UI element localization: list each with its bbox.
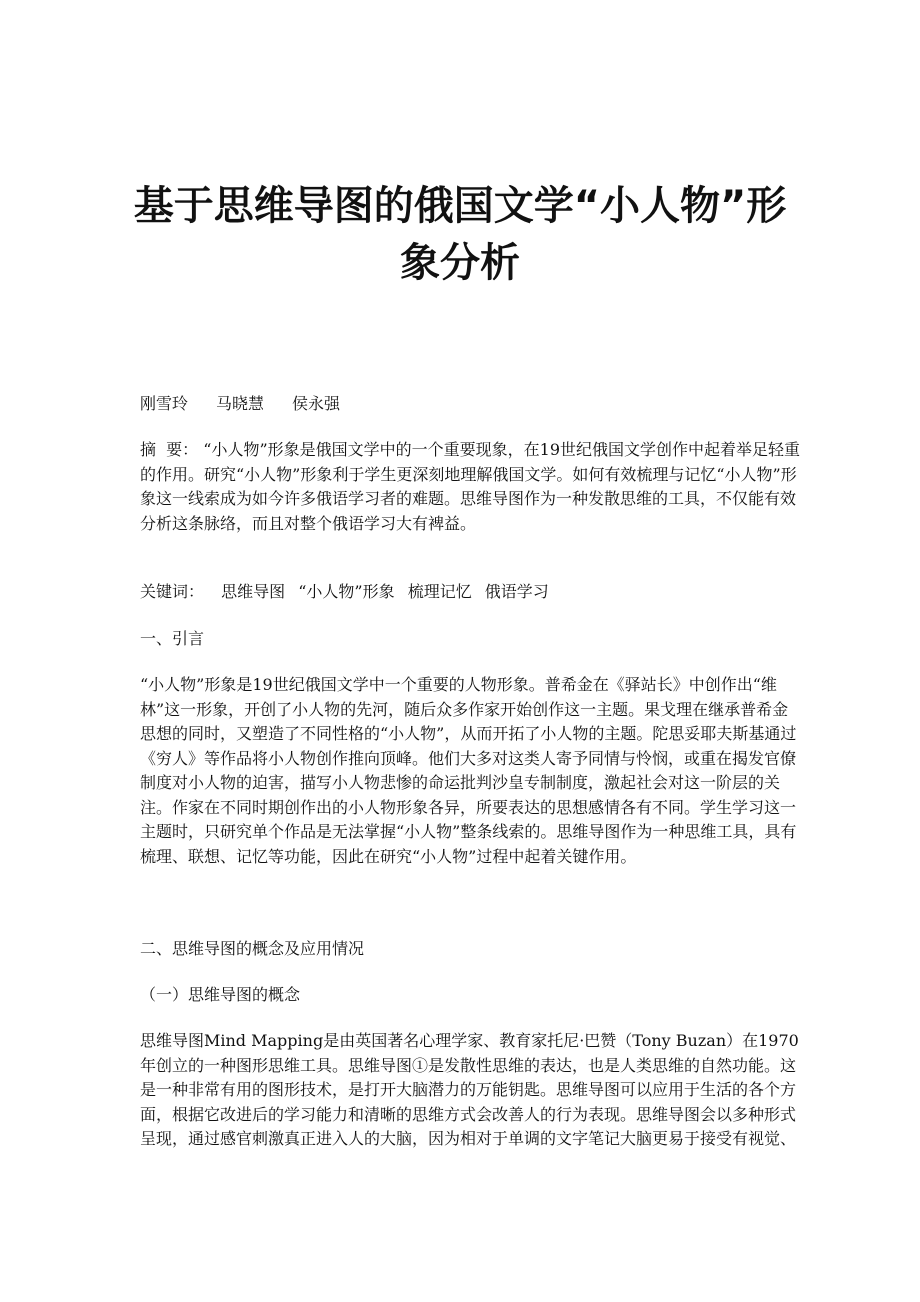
keyword: 梳理记忆 <box>407 582 472 601</box>
section-heading-mind-mapping: 二、思维导图的概念及应用情况 <box>140 939 365 958</box>
abstract-label: 摘 要： <box>140 440 199 459</box>
abstract <box>140 438 800 536</box>
subsection-heading-concept: （一）思维导图的概念 <box>140 985 301 1004</box>
abstract-text: “小人物”形象是俄国文学中的一个重要现象，在19世纪俄国文学创作中起着举足轻重的作用。研究“小人物”形象利于学生更深刻地理解俄国文学。如何有效梳理与记忆“小人物”形象这一线索成为如今许多俄语学习者的难题。思维导图作为一种发散思维的工具，不仅能有效分析这条脉络，而且对整个俄语学习大有裨益。 <box>140 440 801 533</box>
keywords <box>140 580 800 605</box>
keyword: 思维导图 <box>221 582 286 601</box>
section-heading-intro: 一、引言 <box>140 629 205 648</box>
author-name: 刚雪玲 <box>140 394 189 413</box>
concept-paragraph: 思维导图Mind Mapping是由英国著名心理学家、教育家托尼·巴赞（Tony Buzan）在1970年创立的一种图形思维工具。思维导图①是发散性思维的表达，也是人类思维的自然功能。这是一种非常有用的图形技术，是打开大脑潜力的万能钥匙。思维导图可以应用于生活的各个方面，根据它改进后的学习能力和清晰的思维方式会改善人的行为表现。思维导图会以多种形式呈现，通过感官刺激真正进入人的大脑，因为相对于单调的文字笔记大脑更易于接受有视觉、 <box>140 1031 799 1148</box>
keywords-label: 关键词： <box>140 582 205 601</box>
author-list <box>140 392 800 417</box>
keyword: 俄语学习 <box>484 582 549 601</box>
paper-title: 基于思维导图的俄国文学“小人物”形象分析 <box>133 183 787 286</box>
author-name: 马晓慧 <box>216 394 265 413</box>
keyword: “小人物”形象 <box>298 582 395 601</box>
intro-paragraph: “小人物”形象是19世纪俄国文学中一个重要的人物形象。普希金在《驿站长》中创作出“维林”这一形象，开创了小人物的先河，随后众多作家开始创作这一主题。果戈理在继承普希金思想的同时，又塑造了不同性格的“小人物”，从而开拓了小人物的主题。陀思妥耶夫斯基通过《穷人》等作品将小人物创作推向顶峰。他们大多对这类人寄予同情与怜悯，或重在揭发官僚制度对小人物的迫害，描写小人物悲惨的命运批判沙皇专制制度，激起社会对这一阶层的关注。作家在不同时期创作出的小人物形象各异，所要表达的思想感情各有不同。学生学习这一主题时，只研究单个作品是无法掌握“小人物”整条线索的。思维导图作为一种思维工具，具有梳理、联想、记忆等功能，因此在研究“小人物”过程中起着关键作用。 <box>140 675 797 866</box>
author-name: 侯永强 <box>292 394 341 413</box>
